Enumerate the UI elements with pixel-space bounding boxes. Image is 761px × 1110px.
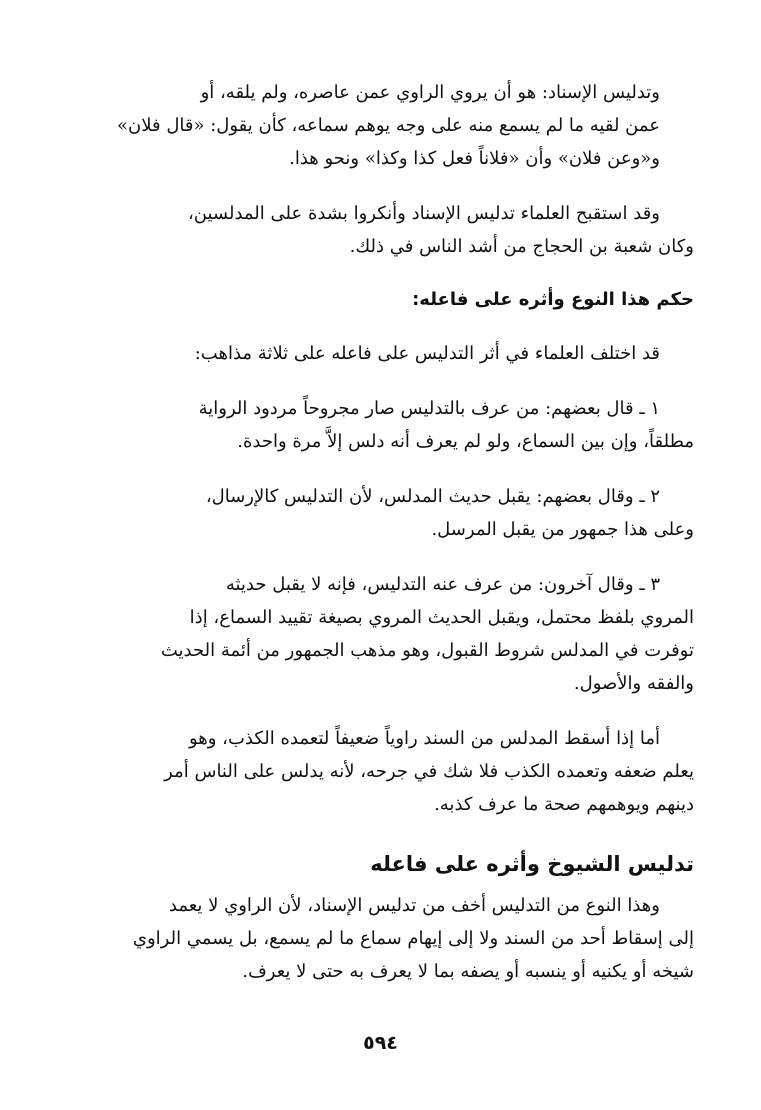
text-line: وتدليس الإسناد: هو أن يروي الراوي عمن عاصره، ولم يلقه، أو: [200, 82, 660, 103]
text-line: والفقه والأصول.: [573, 673, 694, 694]
document-page: [84, 76, 694, 1010]
paragraph-shuyukh: [84, 889, 694, 988]
paragraph-isnad-definition: [84, 76, 694, 175]
text-line: وقد استقبح العلماء تدليس الإسناد وأنكروا بشدة على المدلسين،: [187, 203, 660, 224]
text-line: توفرت في المدلس شروط القبول، وهو مذهب الجمهور من أئمة الحديث: [160, 640, 694, 661]
text-line: عمن لقيه ما لم يسمع منه على وجه يوهم سماعه، كأن يقول: «قال فلان»: [117, 115, 660, 136]
text-line: ٣ ـ وقال آخرون: من عرف عنه التدليس، فإنه لا يقبل حديثه: [225, 574, 660, 595]
text-line: ١ ـ قال بعضهم: من عرف بالتدليس صار مجروحاً مردود الرواية: [198, 398, 660, 419]
section-heading-shuyukh: تدليس الشيوخ وأثره على فاعله: [370, 852, 694, 876]
text-line: وعلى هذا جمهور من يقبل المرسل.: [431, 519, 694, 540]
text-line: وهذا النوع من التدليس أخف من تدليس الإسناد، لأن الراوي لا يعمد: [168, 895, 660, 916]
text-line: شيخه أو يكنيه أو ينسبه أو يصفه بما لا يعرف به حتى لا يعرف.: [242, 961, 694, 982]
paragraph-closing: [84, 722, 694, 821]
text-line: أما إذا أسقط المدلس من السند راوياً ضعيفاً لتعمده الكذب، وهو: [188, 728, 660, 749]
text-line: ٢ ـ وقال بعضهم: يقبل حديث المدلس، لأن التدليس كالإرسال،: [205, 486, 660, 507]
text-line: مطلقاً، وإن بين السماع، ولو لم يعرف أنه دلس إلاَّ مرة واحدة.: [237, 431, 694, 452]
opinion-1: [84, 392, 694, 458]
text-line: المروي بلفظ محتمل، ويقبل الحديث المروي بصيغة تقييد السماع، إذا: [189, 607, 694, 628]
text-line: إلى إسقاط أحد من السند ولا إلى إيهام سماع ما لم يسمع، بل يسمي الراوي: [132, 928, 694, 949]
page-number: ٥٩٤: [363, 1032, 398, 1054]
text-line: وكان شعبة بن الحجاج من أشد الناس في ذلك.: [349, 236, 694, 257]
text-line: قد اختلف العلماء في أثر التدليس على فاعله على ثلاثة مذاهب:: [194, 343, 660, 364]
opinion-3: [84, 568, 694, 700]
text-line: دينهم ويوهمهم صحة ما عرف كذبه.: [434, 794, 694, 815]
text-line: يعلم ضعفه وتعمده الكذب فلا شك في جرحه، لأنه يدلس على الناس أمر: [164, 761, 694, 782]
opinion-2: [84, 480, 694, 546]
paragraph-intro: [84, 337, 694, 370]
paragraph-scholars-condemnation: [84, 197, 694, 263]
section-heading-ruling: حكم هذا النوع وأثره على فاعله:: [412, 289, 694, 310]
text-line: و«وعن فلان» وأن «فلاناً فعل كذا وكذا» ونحو هذا.: [289, 148, 660, 169]
